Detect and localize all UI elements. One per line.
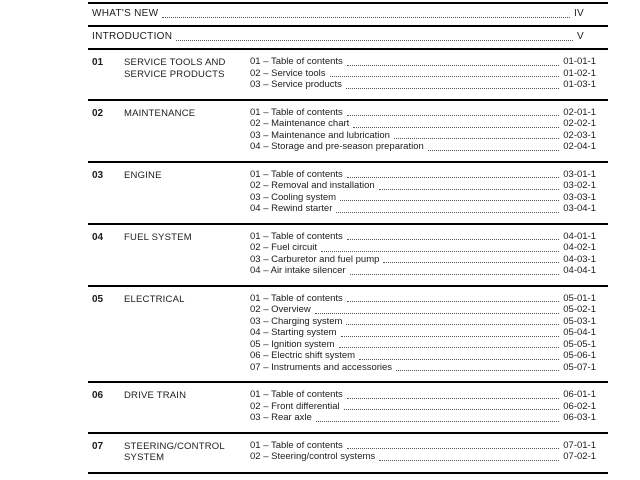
dot-leader <box>350 274 560 275</box>
front-toc-entry <box>88 4 608 25</box>
entry-label: 06 – Electric shift system <box>250 350 356 361</box>
entry-label: 05 – Ignition system <box>250 338 335 350</box>
dot-leader <box>346 88 559 89</box>
toc-section <box>88 434 608 472</box>
front-entry-label: INTRODUCTION <box>92 31 173 42</box>
toc-entry <box>250 362 596 374</box>
section-number: 04 <box>92 231 104 243</box>
dot-leader <box>341 336 560 337</box>
entry-page-number: 06-01-1 <box>563 389 596 400</box>
toc-entry <box>250 107 596 119</box>
entry-page-number: 02-03-1 <box>563 129 596 141</box>
toc-entry <box>250 192 596 204</box>
entry-page-number: 04-02-1 <box>563 242 596 253</box>
toc-entry <box>250 401 596 413</box>
entry-page-number: 05-05-1 <box>563 338 596 350</box>
dot-leader <box>162 17 570 18</box>
section-title: ELECTRICAL <box>124 293 185 305</box>
toc-entry <box>250 141 596 153</box>
toc-entry <box>250 231 596 243</box>
dot-leader <box>347 301 559 302</box>
dot-leader <box>316 421 559 422</box>
section-number: 02 <box>92 107 104 119</box>
dot-leader <box>396 370 559 371</box>
entry-label: 04 – Air intake silencer <box>250 265 346 276</box>
dot-leader <box>330 76 560 77</box>
entry-label: 01 – Table of contents <box>250 168 343 180</box>
toc-entry <box>250 79 596 91</box>
front-entry-page-number: IV <box>573 8 584 19</box>
toc-entry <box>250 327 596 339</box>
entry-label: 04 – Starting system <box>250 327 337 338</box>
entry-label: 07 – Instruments and accessories <box>250 361 393 373</box>
front-entry-page-number: V <box>577 31 584 42</box>
toc-entry <box>250 265 596 277</box>
toc-entry <box>250 389 596 401</box>
entry-label: 01 – Table of contents <box>250 56 343 67</box>
entry-page-number: 04-03-1 <box>563 253 596 265</box>
toc-entry <box>250 440 596 452</box>
entry-page-number: 03-04-1 <box>563 203 596 214</box>
toc-entry <box>250 451 596 463</box>
entry-label: 02 – Steering/control systems <box>250 451 376 462</box>
entry-label: 03 – Cooling system <box>250 191 337 203</box>
toc-entry <box>250 350 596 362</box>
section-number: 03 <box>92 169 104 181</box>
section-number: 05 <box>92 293 104 305</box>
toc-section <box>88 101 608 161</box>
dot-leader <box>315 313 560 314</box>
dot-leader <box>379 189 560 190</box>
dot-leader <box>347 239 559 240</box>
entry-page-number: 05-04-1 <box>563 327 596 338</box>
toc-entry <box>250 242 596 254</box>
toc-entry <box>250 180 596 192</box>
entry-page-number: 02-04-1 <box>563 141 596 152</box>
section-title: FUEL SYSTEM <box>124 231 192 243</box>
entry-page-number: 06-02-1 <box>563 400 596 412</box>
section-list <box>88 50 608 474</box>
toc-entry <box>250 169 596 181</box>
section-title: ENGINE <box>124 169 162 181</box>
dot-leader <box>176 40 573 41</box>
dot-leader <box>347 398 559 399</box>
toc-entry <box>250 118 596 130</box>
section-divider <box>88 472 608 474</box>
entry-label: 03 – Service products <box>250 79 342 90</box>
entry-page-number: 01-01-1 <box>563 56 596 67</box>
section-number: 07 <box>92 440 104 452</box>
front-entry-label: WHAT'S NEW <box>92 8 159 19</box>
entry-page-number: 01-03-1 <box>563 79 596 90</box>
entry-label: 01 – Table of contents <box>250 389 343 400</box>
section-number: 06 <box>92 390 104 401</box>
toc-entry <box>250 293 596 305</box>
dot-leader <box>339 347 560 348</box>
dot-leader <box>344 409 560 410</box>
dot-leader <box>383 262 559 263</box>
section-title: STEERING/CONTROL SYSTEM <box>124 440 225 463</box>
entry-page-number: 03-03-1 <box>563 191 596 203</box>
entry-label: 02 – Front differential <box>250 400 340 412</box>
entry-page-number: 05-03-1 <box>563 315 596 327</box>
dot-leader <box>353 127 559 128</box>
section-title: SERVICE TOOLS AND SERVICE PRODUCTS <box>124 57 226 80</box>
section-entries <box>250 107 596 153</box>
toc-entry <box>250 130 596 142</box>
dot-leader <box>394 138 559 139</box>
entry-label: 03 – Maintenance and lubrication <box>250 129 390 141</box>
entry-page-number: 02-01-1 <box>563 106 596 118</box>
toc-section <box>88 383 608 432</box>
toc-section <box>88 225 608 285</box>
dot-leader <box>340 200 559 201</box>
dot-leader <box>428 150 559 151</box>
dot-leader <box>347 448 559 449</box>
toc-entry <box>250 304 596 316</box>
toc-entry <box>250 56 596 68</box>
dot-leader <box>347 177 559 178</box>
front-toc-entry <box>88 27 608 48</box>
entry-page-number: 04-04-1 <box>563 265 596 276</box>
entry-page-number: 02-02-1 <box>563 118 596 129</box>
entry-label: 01 – Table of contents <box>250 230 343 242</box>
dot-leader <box>347 115 559 116</box>
toc-section <box>88 50 608 99</box>
entry-page-number: 03-02-1 <box>563 180 596 191</box>
section-entries <box>250 440 596 464</box>
entry-label: 01 – Table of contents <box>250 439 343 451</box>
section-entries <box>250 293 596 374</box>
dot-leader <box>359 359 559 360</box>
front-matter-list <box>88 4 608 50</box>
section-entries <box>250 231 596 277</box>
toc-section <box>88 163 608 223</box>
entry-label: 04 – Rewind starter <box>250 203 333 214</box>
section-entries <box>250 56 596 91</box>
section-number: 01 <box>92 57 104 68</box>
section-title: DRIVE TRAIN <box>124 390 187 401</box>
entry-page-number: 06-03-1 <box>563 412 596 423</box>
entry-page-number: 01-02-1 <box>563 67 596 79</box>
toc-entry <box>250 68 596 80</box>
entry-page-number: 07-01-1 <box>563 439 596 451</box>
entry-label: 01 – Table of contents <box>250 292 343 304</box>
toc-section <box>88 287 608 382</box>
section-entries <box>250 389 596 424</box>
section-title: MAINTENANCE <box>124 107 196 119</box>
toc-entry <box>250 316 596 328</box>
entry-label: 02 – Service tools <box>250 67 326 79</box>
entry-label: 02 – Maintenance chart <box>250 118 350 129</box>
entry-label: 04 – Storage and pre-season preparation <box>250 141 424 152</box>
entry-label: 03 – Rear axle <box>250 412 312 423</box>
entry-page-number: 05-02-1 <box>563 304 596 315</box>
toc-entry <box>250 412 596 424</box>
entry-page-number: 03-01-1 <box>563 168 596 180</box>
dot-leader <box>379 460 559 461</box>
entry-label: 03 – Charging system <box>250 315 343 327</box>
dot-leader <box>321 251 559 252</box>
toc-entry <box>250 203 596 215</box>
entry-label: 01 – Table of contents <box>250 106 343 118</box>
dot-leader <box>336 212 559 213</box>
entry-label: 03 – Carburetor and fuel pump <box>250 253 380 265</box>
entry-page-number: 05-01-1 <box>563 292 596 304</box>
toc-page <box>88 2 608 474</box>
toc-entry <box>250 254 596 266</box>
toc-entry <box>250 339 596 351</box>
entry-page-number: 04-01-1 <box>563 230 596 242</box>
dot-leader <box>347 65 559 66</box>
entry-page-number: 05-06-1 <box>563 350 596 361</box>
entry-label: 02 – Removal and installation <box>250 180 375 191</box>
dot-leader <box>346 324 559 325</box>
entry-label: 02 – Fuel circuit <box>250 242 318 253</box>
entry-label: 02 – Overview <box>250 304 311 315</box>
entry-page-number: 07-02-1 <box>563 451 596 462</box>
section-entries <box>250 169 596 215</box>
entry-page-number: 05-07-1 <box>563 361 596 373</box>
